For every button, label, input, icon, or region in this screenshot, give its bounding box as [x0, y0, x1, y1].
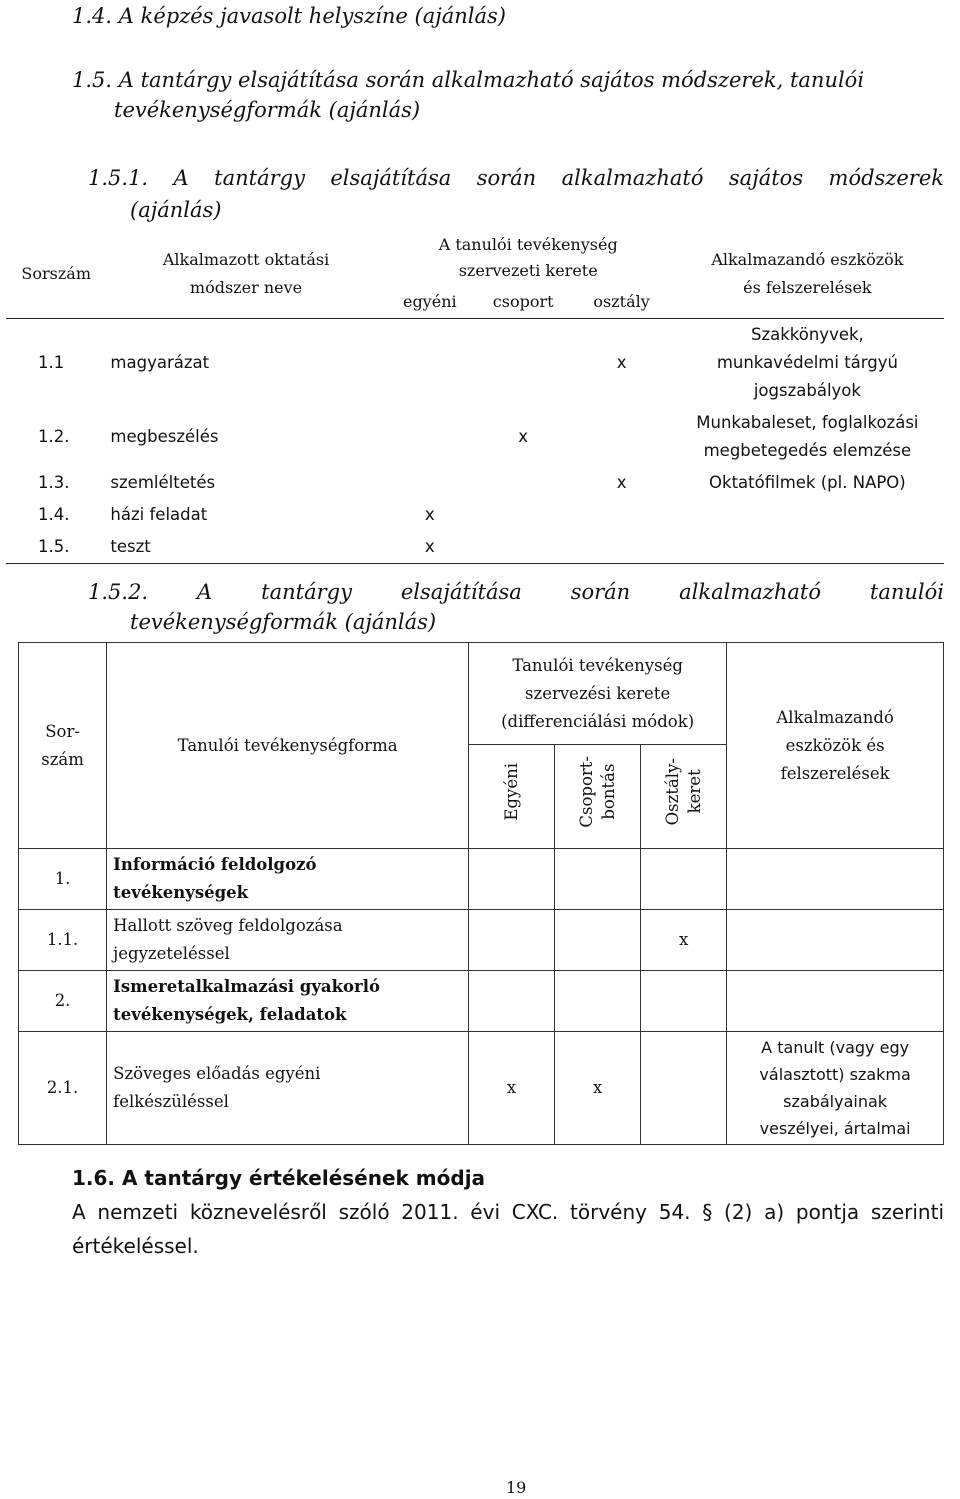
method-name: teszt — [110, 537, 151, 556]
table-row — [6, 499, 944, 531]
sorszam-header-line2: szám — [41, 749, 84, 769]
mark-csoport — [555, 849, 641, 910]
org-header-line1: Tanulói tevékenység — [512, 655, 683, 675]
row-number: 2.1. — [19, 1032, 107, 1145]
col-header-sorszam — [19, 643, 107, 849]
mark-osztaly: x — [616, 473, 627, 492]
csoport-label-line2: bontás — [598, 763, 618, 821]
mark-osztaly: x — [616, 353, 627, 372]
col-header-tools — [727, 643, 944, 849]
mark-csoport — [555, 910, 641, 971]
form-cell — [107, 1032, 469, 1145]
tools-line: Szakkönyvek, — [750, 325, 864, 344]
form-line: tevékenységek — [113, 883, 249, 902]
form-line: Szöveges előadás egyéni — [113, 1064, 321, 1083]
tools-header-line1: Alkalmazandó — [776, 707, 894, 727]
mark-csoport: x — [555, 1032, 641, 1145]
form-line: Ismeretalkalmazási gyakorló — [113, 977, 381, 996]
col-header-egyeni: egyéni — [402, 292, 457, 311]
mark-egyeni — [469, 910, 555, 971]
table-row — [6, 319, 944, 408]
mark-egyeni — [386, 407, 474, 467]
col-header-osztaly — [641, 745, 727, 849]
activity-forms-table — [18, 642, 944, 1145]
row-number: 2. — [19, 971, 107, 1032]
row-number: 1.3. — [38, 473, 70, 492]
osztaly-label-line1: Osztály- — [662, 758, 682, 826]
table-row — [19, 971, 944, 1032]
sorszam-header-line1: Sor- — [45, 721, 80, 741]
row-number: 1. — [19, 849, 107, 910]
method-name: házi feladat — [110, 505, 208, 524]
org-header-line2: szervezési kerete — [525, 683, 671, 703]
col-header-org — [469, 643, 727, 745]
heading-1-5: 1.5. A tantárgy elsajátítása során alkalmazható sajátos módszerek, tanulói — [72, 68, 865, 92]
method-name: szemléltetés — [110, 473, 216, 492]
org-header-line2: szervezeti kerete — [458, 261, 598, 280]
methods-table — [6, 230, 944, 564]
form-cell — [107, 849, 469, 910]
mark-csoport: x — [518, 427, 529, 446]
tools-cell — [727, 910, 944, 971]
page-number: 19 — [506, 1478, 527, 1497]
body-text-line2: értékeléssel. — [72, 1234, 199, 1258]
osztaly-label — [662, 758, 706, 825]
org-header-line1: A tanulói tevékenység — [438, 235, 618, 254]
heading-1-5-cont: tevékenységformák (ajánlás) — [114, 98, 421, 122]
tools-line: választott) szakma — [759, 1065, 911, 1084]
tools-cell — [727, 1032, 944, 1145]
mark-egyeni — [386, 467, 474, 499]
method-header-line2: módszer neve — [189, 278, 303, 297]
form-cell — [107, 910, 469, 971]
tools-header-line2: és felszerelések — [743, 278, 872, 297]
col-header-org — [386, 230, 671, 286]
col-header-osztaly: osztály — [593, 292, 650, 311]
heading-1-4: 1.4. A képzés javasolt helyszíne (ajánlás) — [72, 4, 506, 28]
tools-line: szabályainak — [783, 1092, 888, 1111]
body-text-line1: A nemzeti köznevelésről szóló 2011. évi CXC. törvény 54. § (2) a) pontja szerinti — [72, 1200, 944, 1224]
tools-cell — [671, 531, 944, 564]
tools-header-line1: Alkalmazandó eszközök — [711, 250, 904, 269]
tools-line: Munkabaleset, foglalkozási — [696, 413, 919, 432]
form-line: Információ feldolgozó — [113, 855, 317, 874]
tools-line: veszélyei, ártalmai — [759, 1119, 911, 1138]
mark-egyeni — [386, 319, 474, 408]
col-header-form: Tanulói tevékenységforma — [107, 643, 469, 849]
col-header-egyeni — [469, 745, 555, 849]
tools-header-line3: felszerelések — [780, 763, 890, 783]
egyeni-label: Egyéni — [501, 763, 521, 821]
mark-csoport — [474, 531, 572, 564]
form-line: felkészüléssel — [113, 1092, 229, 1111]
mark-egyeni — [469, 971, 555, 1032]
tools-line: munkavédelmi tárgyú — [716, 353, 898, 372]
mark-csoport — [555, 971, 641, 1032]
mark-osztaly — [572, 407, 670, 467]
row-number: 1.5. — [38, 537, 70, 556]
table-row — [6, 407, 944, 467]
mark-osztaly — [641, 971, 727, 1032]
mark-egyeni: x — [469, 1032, 555, 1145]
table-row — [19, 849, 944, 910]
mark-osztaly — [572, 531, 670, 564]
heading-1-5-1: 1.5.1. A tantárgy elsajátítása során alkalmazható sajátos módszerek — [88, 166, 944, 190]
tools-cell — [671, 407, 944, 467]
row-number: 1.4. — [38, 505, 70, 524]
mark-osztaly — [641, 849, 727, 910]
row-number: 1.1. — [19, 910, 107, 971]
method-name: megbeszélés — [110, 427, 219, 446]
col-header-csoport — [555, 745, 641, 849]
heading-1-5-2: 1.5.2. A tantárgy elsajátítása során alkalmazható tanulói — [88, 580, 944, 604]
mark-egyeni — [469, 849, 555, 910]
form-line: Hallott szöveg feldolgozása — [113, 916, 343, 935]
csoport-label-line1: Csoport- — [576, 756, 596, 828]
form-cell — [107, 971, 469, 1032]
tools-header-line2: eszközök és — [785, 735, 885, 755]
col-header-method — [106, 230, 385, 319]
tools-cell — [727, 971, 944, 1032]
row-number: 1.1 — [38, 353, 65, 372]
mark-osztaly: x — [641, 910, 727, 971]
heading-1-6: 1.6. A tantárgy értékelésének módja — [72, 1166, 486, 1190]
mark-egyeni: x — [424, 537, 435, 556]
table-row — [19, 910, 944, 971]
mark-csoport — [474, 467, 572, 499]
col-header-tools — [671, 230, 944, 319]
mark-csoport — [474, 319, 572, 408]
table-row — [19, 1032, 944, 1145]
tools-cell: Oktatófilmek (pl. NAPO) — [709, 473, 906, 492]
method-name: magyarázat — [110, 353, 210, 372]
tools-cell — [671, 319, 944, 408]
table-row — [6, 467, 944, 499]
heading-1-5-1-cont: (ajánlás) — [130, 198, 222, 222]
mark-osztaly — [641, 1032, 727, 1145]
method-header-line1: Alkalmazott oktatási — [162, 250, 330, 269]
tools-line: A tanult (vagy egy — [761, 1038, 910, 1057]
table-row — [6, 531, 944, 564]
mark-egyeni: x — [424, 505, 435, 524]
form-line: jegyzeteléssel — [113, 944, 230, 963]
csoport-label — [576, 756, 620, 828]
form-line: tevékenységek, feladatok — [113, 1005, 347, 1024]
tools-line: megbetegedés elemzése — [703, 441, 912, 460]
osztaly-label-line2: keret — [684, 769, 704, 815]
tools-cell — [727, 849, 944, 910]
heading-1-5-2-cont: tevékenységformák (ajánlás) — [130, 610, 437, 634]
mark-csoport — [474, 499, 572, 531]
mark-osztaly — [572, 499, 670, 531]
tools-line: jogszabályok — [753, 381, 861, 400]
row-number: 1.2. — [38, 427, 70, 446]
tools-cell — [671, 499, 944, 531]
col-header-sorszam: Sorszám — [21, 264, 91, 283]
col-header-csoport: csoport — [492, 292, 554, 311]
org-header-line3: (differenciálási módok) — [501, 711, 695, 731]
